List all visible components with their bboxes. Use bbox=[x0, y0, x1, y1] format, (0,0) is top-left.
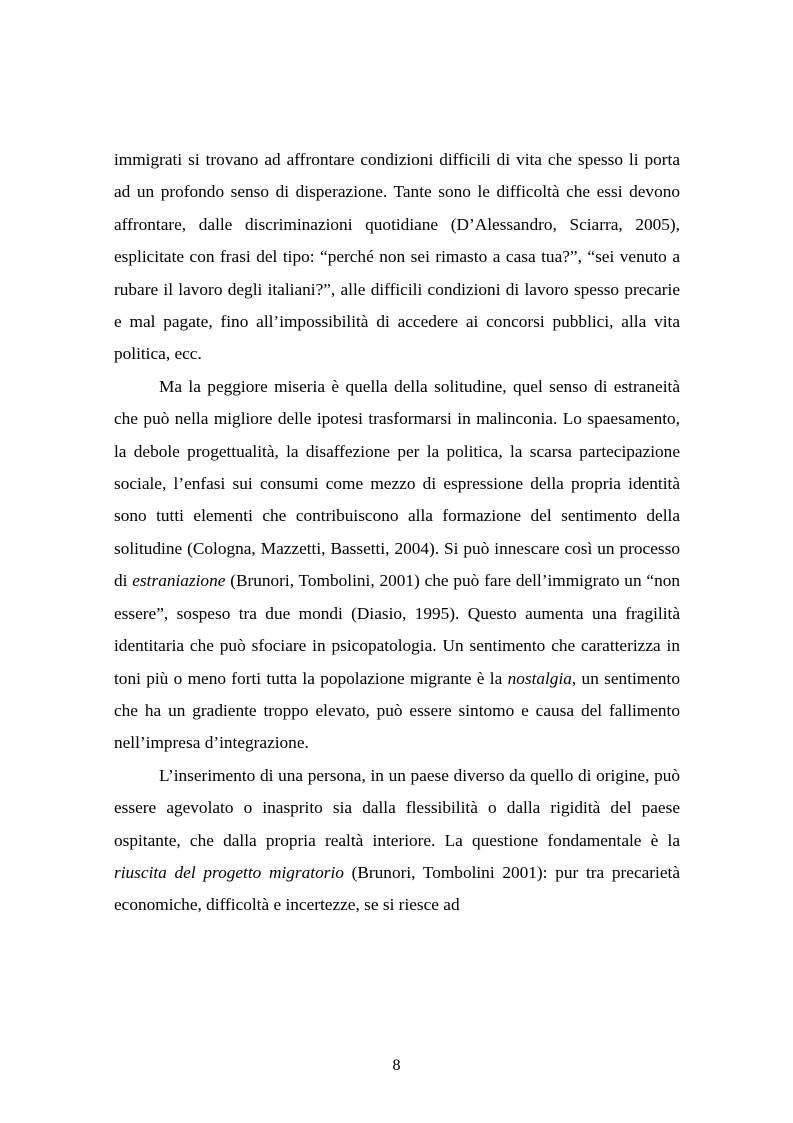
paragraph-3-text-1: L’inserimento di una persona, in un paese diverso da quello di origine, può essere agevolato o inasprito sia dalla flessibilità o dalla rigidità del paese ospitante, che dalla propria realtà interiore. La questione fondamentale è la bbox=[114, 765, 680, 850]
paragraph-2 bbox=[114, 371, 680, 760]
paragraph-1-text-1: immigrati si trovano ad affrontare condizioni difficili di vita che spesso li porta ad un profondo senso di disperazione. Tante sono le difficoltà che essi devono affrontare, dalle discriminazioni quotidiane (D’Alessandro, Sciarra, 2005), esplicitate con frasi del tipo: “perché non sei rimasto a casa tua?”, “sei venuto a rubare il lavoro degli italiani?”, alle difficili condizioni di lavoro spesso precarie e mal pagate, fino all’impossibilità di accedere ai concorsi pubblici, alla vita politica, ecc. bbox=[114, 150, 680, 364]
italic-term-estraniazione: estraniazione bbox=[132, 571, 226, 591]
paragraph-1 bbox=[114, 144, 680, 371]
paragraph-3 bbox=[114, 760, 680, 922]
paragraph-2-text-2: (Brunori, Tombolini, 2001) che può fare dell’immigrato un “non essere”, sospeso tra due mondi (Diasio, 1995). Questo aumenta una fragilità identitaria che può sfociare in psicopatologia. Un sentimento che caratterizza in toni più o meno forti tutta la popolazione migrante è la bbox=[114, 571, 680, 688]
paragraph-2-text-3: , un sentimento che ha un gradiente troppo elevato, può essere sintomo e causa del fallimento nell’impresa d’integrazione. bbox=[114, 668, 680, 753]
paragraph-3-text-2: (Brunori, Tombolini 2001): pur tra precarietà economiche, difficoltà e incertezze, se si riesce ad bbox=[114, 862, 680, 915]
italic-term-nostalgia: nostalgia bbox=[507, 668, 572, 688]
italic-term-riuscita: riuscita del progetto migratorio bbox=[114, 862, 344, 882]
page-number: 8 bbox=[392, 1057, 401, 1074]
paragraph-2-text-1: Ma la peggiore miseria è quella della solitudine, quel senso di estraneità che può nella migliore delle ipotesi trasformarsi in malinconia. Lo spaesamento, la debole progettualità, la disaffezione per la politica, la scarsa partecipazione sociale, l’enfasi sui consumi come mezzo di espressione della propria identità sono tutti elementi che contribuiscono alla formazione del sentimento della solitudine (Cologna, Mazzetti, Bassetti, 2004). Si può innescare così un processo di bbox=[114, 376, 680, 591]
body-text bbox=[114, 144, 680, 922]
